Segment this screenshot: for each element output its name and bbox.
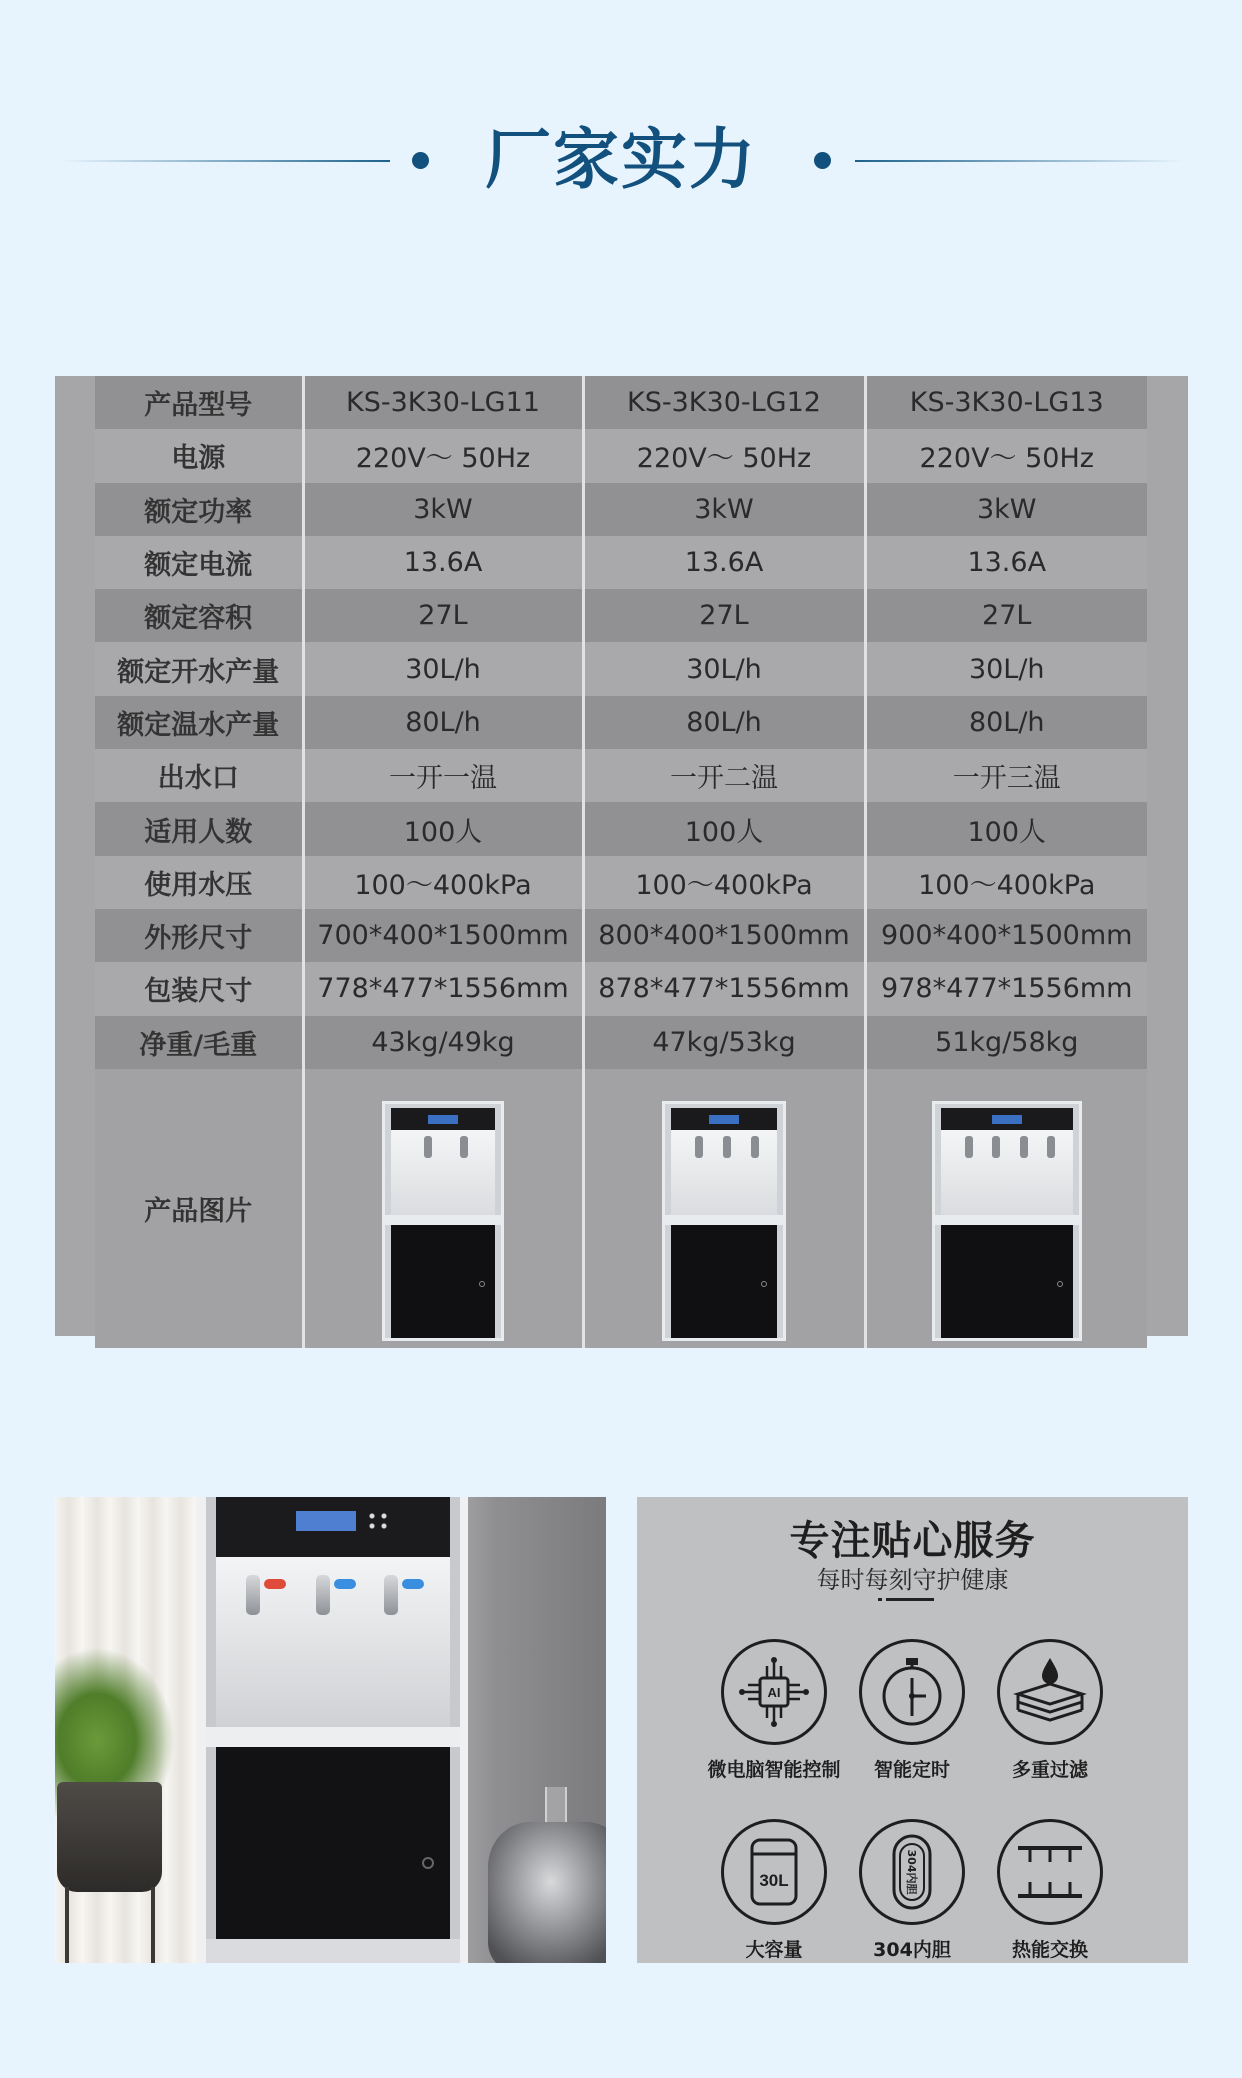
title-divider [886,1598,934,1601]
hot-label [264,1579,286,1589]
spec-value: 13.6A [865,536,1147,589]
spec-label: 额定功率 [95,483,303,536]
plant-pot [57,1782,162,1892]
dispenser-image [932,1101,1082,1341]
service-subtitle: 每时每刻守护健康 [816,1566,1009,1594]
spec-label: 额定温水产量 [95,696,303,749]
dispenser-image [662,1101,786,1341]
spec-row [95,589,1147,642]
product-image-cell [303,1069,583,1348]
spec-table-panel [55,376,1188,1336]
svg-text:304内胆: 304内胆 [905,1849,918,1895]
feature-label: 智能定时 [873,1759,950,1781]
spec-value: 80L/h [303,696,583,749]
section-title: 厂家实力 [485,121,757,198]
service-title: 专注贴心服务 [789,1518,1036,1564]
spec-value: 100人 [583,802,865,855]
tap-icon [695,1136,703,1158]
spec-label: 额定容积 [95,589,303,642]
product-image-cell [865,1069,1147,1348]
spec-row [95,1016,1147,1069]
header-dot-left [412,152,429,169]
spec-value: 30L/h [303,642,583,695]
tap-icon [246,1575,260,1615]
product-photo [55,1497,606,1963]
spec-row [95,696,1147,749]
spec-row [95,376,1147,429]
spec-value: 一开一温 [303,749,583,802]
spec-value: 878*477*1556mm [583,962,865,1015]
spec-value: 13.6A [583,536,865,589]
cabinet-knob [422,1857,434,1869]
spec-value: 3kW [303,483,583,536]
side-stool [488,1822,606,1963]
spec-row [95,962,1147,1015]
stopwatch-icon [859,1639,965,1745]
spec-value: 13.6A [303,536,583,589]
spec-value: 一开三温 [865,749,1147,802]
spec-row [95,749,1147,802]
feature-label: 多重过滤 [1011,1759,1088,1781]
feature-heat-exchange [965,1819,1135,1962]
spec-value: 80L/h [583,696,865,749]
spec-value: 800*400*1500mm [583,909,865,962]
spec-row [95,536,1147,589]
plant-stand [65,1887,155,1963]
spec-value: 一开二温 [583,749,865,802]
spec-value: 3kW [865,483,1147,536]
spec-label: 外形尺寸 [95,909,303,962]
liner-304-icon [859,1819,965,1925]
feature-label: 304内胆 [873,1939,951,1961]
feature-label: 热能交换 [1011,1939,1088,1961]
control-panel [216,1497,450,1557]
warm-label [402,1579,424,1589]
spec-value: KS-3K30-LG13 [865,376,1147,429]
spec-value: 778*477*1556mm [303,962,583,1015]
spec-value: 43kg/49kg [303,1016,583,1069]
tap-icon [316,1575,330,1615]
dispenser-image [382,1101,504,1341]
heat-exchange-icon [997,1819,1103,1925]
spec-row [95,642,1147,695]
spec-value: 51kg/58kg [865,1016,1147,1069]
spec-label: 适用人数 [95,802,303,855]
tap-icon [424,1136,432,1158]
control-buttons [366,1511,391,1531]
spec-value: 220V～ 50Hz [303,429,583,482]
section-header [0,110,1242,210]
header-dot-right [814,152,831,169]
spec-table [95,376,1147,1348]
spec-value: 100人 [303,802,583,855]
spec-value: 700*400*1500mm [303,909,583,962]
spec-label: 产品图片 [95,1069,303,1348]
spec-label: 产品型号 [95,376,303,429]
spec-row [95,429,1147,482]
display-screen [296,1511,356,1531]
spec-value: 3kW [583,483,865,536]
feature-multi-filter [965,1639,1135,1782]
tap-icon [723,1136,731,1158]
spec-value: 220V～ 50Hz [865,429,1147,482]
spec-label: 电源 [95,429,303,482]
spec-label: 额定开水产量 [95,642,303,695]
tap-icon [460,1136,468,1158]
header-line-right [855,160,1185,162]
tank-30l-icon [721,1819,827,1925]
spec-value: 80L/h [865,696,1147,749]
spec-value: 30L/h [583,642,865,695]
spec-value: 30L/h [865,642,1147,695]
spec-label: 净重/毛重 [95,1016,303,1069]
header-line-left [60,160,390,162]
spec-row-images [95,1069,1147,1348]
spec-value: 27L [865,589,1147,642]
spec-value: KS-3K30-LG12 [583,376,865,429]
spec-label: 包装尺寸 [95,962,303,1015]
spec-row [95,802,1147,855]
spec-value: 100～400kPa [303,856,583,909]
tap-icon [992,1136,1000,1158]
water-dispenser [198,1497,468,1963]
dispenser-cabinet [216,1747,450,1939]
svg-text:AI: AI [767,1685,781,1700]
spec-value: 100～400kPa [583,856,865,909]
tap-icon [751,1136,759,1158]
service-card [637,1497,1188,1963]
ai-chip-icon [721,1639,827,1745]
tap-icon [1020,1136,1028,1158]
feature-label: 微电脑智能控制 [707,1759,841,1781]
filter-layers-icon [997,1639,1103,1745]
spec-label: 使用水压 [95,856,303,909]
dispenser-upper-panel [216,1557,450,1727]
product-image-cell [583,1069,865,1348]
spec-value: 100人 [865,802,1147,855]
tap-icon [965,1136,973,1158]
spec-value: KS-3K30-LG11 [303,376,583,429]
spec-row [95,909,1147,962]
spec-value: 100～400kPa [865,856,1147,909]
feature-label: 大容量 [745,1939,803,1961]
spec-row [95,483,1147,536]
spec-value: 900*400*1500mm [865,909,1147,962]
tap-icon [1047,1136,1055,1158]
spec-value: 220V～ 50Hz [583,429,865,482]
spec-value: 27L [303,589,583,642]
spec-label: 额定电流 [95,536,303,589]
warm-label [334,1579,356,1589]
spec-label: 出水口 [95,749,303,802]
svg-text:30L: 30L [759,1871,789,1890]
spec-value: 978*477*1556mm [865,962,1147,1015]
spec-row [95,856,1147,909]
spec-value: 27L [583,589,865,642]
tap-icon [384,1575,398,1615]
spec-value: 47kg/53kg [583,1016,865,1069]
